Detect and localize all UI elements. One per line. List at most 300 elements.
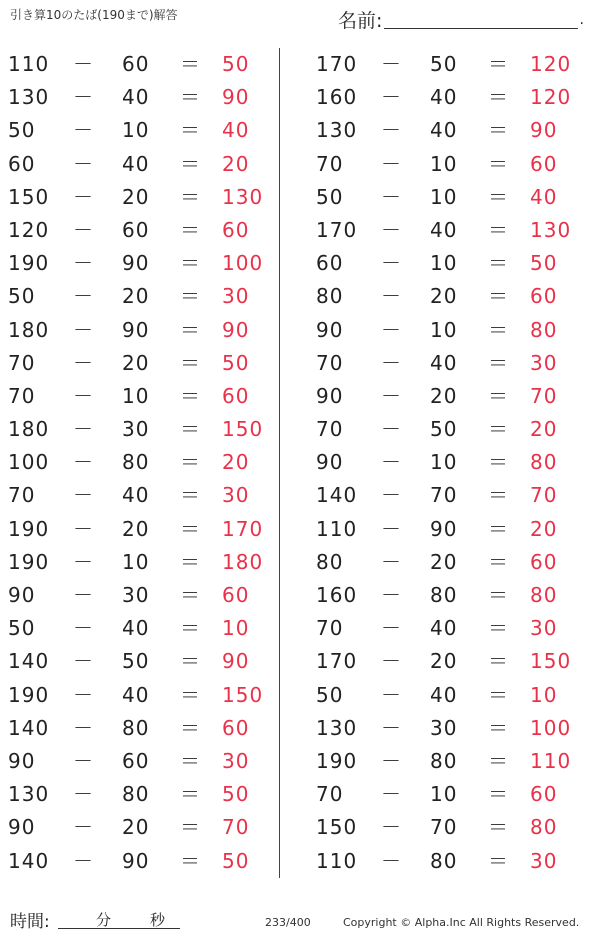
problem-row (300, 513, 570, 546)
minuend: 70 (8, 383, 36, 408)
minus-sign: － (73, 815, 93, 840)
subtrahend: 20 (122, 350, 150, 375)
problem-row (0, 745, 270, 778)
minus-sign: － (381, 782, 401, 807)
minus-sign: － (73, 782, 93, 807)
problem-row (300, 579, 570, 612)
page-number: 233/400 (265, 916, 311, 929)
minus-sign: － (381, 417, 401, 442)
minus-sign: － (381, 715, 401, 740)
minuend: 50 (316, 184, 344, 209)
problem-row (0, 214, 270, 247)
answer: 70 (530, 383, 558, 408)
minuend: 110 (8, 52, 50, 76)
subtrahend: 40 (122, 616, 150, 641)
answer: 20 (530, 417, 558, 442)
equals-sign: ＝ (488, 284, 508, 309)
equals-sign: ＝ (488, 748, 508, 773)
problem-row (0, 712, 270, 745)
subtrahend: 20 (122, 516, 150, 541)
subtrahend: 10 (122, 383, 150, 408)
equals-sign: ＝ (180, 417, 200, 442)
problem-row (0, 446, 270, 479)
minuend: 70 (316, 782, 344, 807)
answer: 50 (222, 782, 250, 807)
minus-sign: － (73, 350, 93, 375)
answer: 60 (530, 782, 558, 807)
left-problem-column (0, 48, 270, 878)
equals-sign: ＝ (180, 715, 200, 740)
answer: 40 (530, 184, 558, 209)
minuend: 190 (316, 748, 358, 773)
subtrahend: 80 (122, 450, 150, 475)
minuend: 130 (8, 782, 50, 807)
subtrahend: 40 (430, 616, 458, 641)
subtrahend: 20 (430, 649, 458, 674)
minuend: 130 (8, 85, 50, 110)
problem-row (0, 778, 270, 811)
subtrahend: 20 (122, 184, 150, 209)
minuend: 180 (8, 317, 50, 342)
answer: 70 (222, 815, 250, 840)
equals-sign: ＝ (180, 284, 200, 309)
problem-row (300, 679, 570, 712)
subtrahend: 90 (122, 251, 150, 276)
minus-sign: － (381, 383, 401, 408)
subtrahend: 10 (430, 782, 458, 807)
answer: 10 (530, 682, 558, 707)
worksheet-title: 引き算10のたば(190まで)解答 (10, 8, 178, 22)
answer: 30 (530, 616, 558, 641)
problem-row (300, 778, 570, 811)
equals-sign: ＝ (488, 782, 508, 807)
problem-row (300, 546, 570, 579)
minus-sign: － (73, 450, 93, 475)
answer: 60 (222, 715, 250, 740)
equals-sign: ＝ (488, 184, 508, 209)
minus-sign: － (73, 217, 93, 242)
equals-sign: ＝ (180, 483, 200, 508)
equals-sign: ＝ (180, 815, 200, 840)
problem-row (300, 612, 570, 645)
minus-sign: － (381, 52, 401, 76)
subtrahend: 20 (430, 383, 458, 408)
subtrahend: 80 (430, 748, 458, 773)
equals-sign: ＝ (180, 217, 200, 242)
equals-sign: ＝ (488, 715, 508, 740)
name-field (338, 4, 584, 30)
subtrahend: 50 (430, 417, 458, 442)
answer: 30 (222, 284, 250, 309)
problem-row (0, 513, 270, 546)
subtrahend: 40 (122, 682, 150, 707)
problem-row (0, 679, 270, 712)
answer: 10 (222, 616, 250, 641)
problem-row (0, 479, 270, 512)
answer: 90 (530, 118, 558, 143)
minuend: 80 (316, 284, 344, 309)
equals-sign: ＝ (180, 52, 200, 76)
subtrahend: 50 (430, 52, 458, 76)
minus-sign: － (381, 815, 401, 840)
minuend: 140 (8, 715, 50, 740)
minuend: 150 (8, 184, 50, 209)
problem-row (0, 314, 270, 347)
answer: 60 (530, 284, 558, 309)
minus-sign: － (381, 118, 401, 143)
problem-row (300, 845, 570, 878)
problem-row (300, 413, 570, 446)
answer: 120 (530, 52, 572, 76)
equals-sign: ＝ (488, 317, 508, 342)
answer: 80 (530, 815, 558, 840)
answer: 90 (222, 649, 250, 674)
problem-row (300, 314, 570, 347)
minus-sign: － (73, 549, 93, 574)
minuend: 70 (8, 483, 36, 508)
minuend: 70 (316, 616, 344, 641)
minus-sign: － (381, 450, 401, 475)
subtrahend: 50 (122, 649, 150, 674)
answer: 60 (222, 583, 250, 607)
minuend: 180 (8, 417, 50, 442)
problem-row (0, 81, 270, 114)
answer: 60 (530, 549, 558, 574)
right-problem-column (300, 48, 570, 878)
equals-sign: ＝ (180, 583, 200, 607)
answer: 30 (222, 748, 250, 773)
minuend: 70 (316, 417, 344, 442)
answer: 150 (222, 682, 264, 707)
equals-sign: ＝ (488, 483, 508, 508)
answer: 110 (530, 748, 572, 773)
answer: 90 (222, 85, 250, 110)
equals-sign: ＝ (180, 516, 200, 541)
minus-sign: － (381, 682, 401, 707)
minuend: 110 (316, 516, 358, 541)
answer: 70 (530, 483, 558, 508)
subtrahend: 10 (430, 251, 458, 276)
answer: 180 (222, 549, 264, 574)
minus-sign: － (73, 848, 93, 873)
minus-sign: － (381, 583, 401, 607)
column-divider (279, 48, 280, 878)
minus-sign: － (73, 383, 93, 408)
equals-sign: ＝ (488, 52, 508, 76)
subtrahend: 60 (122, 748, 150, 773)
equals-sign: ＝ (488, 383, 508, 408)
problem-row (0, 546, 270, 579)
problem-row (300, 214, 570, 247)
subtrahend: 10 (430, 317, 458, 342)
equals-sign: ＝ (488, 583, 508, 607)
problem-row (0, 181, 270, 214)
problem-row (300, 745, 570, 778)
subtrahend: 40 (430, 682, 458, 707)
subtrahend: 20 (122, 815, 150, 840)
answer: 50 (222, 52, 250, 76)
minus-sign: － (381, 217, 401, 242)
minuend: 160 (316, 85, 358, 110)
answer: 50 (222, 848, 250, 873)
minus-sign: － (73, 516, 93, 541)
minus-sign: － (73, 85, 93, 110)
minus-sign: － (381, 748, 401, 773)
minuend: 80 (316, 549, 344, 574)
problem-row (0, 845, 270, 878)
subtrahend: 10 (430, 450, 458, 475)
equals-sign: ＝ (488, 251, 508, 276)
minuend: 90 (316, 450, 344, 475)
minuend: 50 (8, 118, 36, 143)
subtrahend: 10 (122, 549, 150, 574)
minuend: 140 (8, 848, 50, 873)
minuend: 140 (316, 483, 358, 508)
problem-row (300, 114, 570, 147)
minus-sign: － (73, 151, 93, 176)
minus-sign: － (73, 583, 93, 607)
answer: 150 (530, 649, 572, 674)
minuend: 60 (316, 251, 344, 276)
minuend: 190 (8, 516, 50, 541)
equals-sign: ＝ (488, 350, 508, 375)
problem-row (300, 712, 570, 745)
subtrahend: 80 (430, 848, 458, 873)
subtrahend: 40 (122, 151, 150, 176)
problem-row (0, 247, 270, 280)
minus-sign: － (381, 848, 401, 873)
answer: 120 (530, 85, 572, 110)
answer: 130 (530, 217, 572, 242)
problem-row (0, 579, 270, 612)
minus-sign: － (73, 52, 93, 76)
minus-sign: － (381, 616, 401, 641)
equals-sign: ＝ (180, 251, 200, 276)
minuend: 90 (316, 383, 344, 408)
minus-sign: － (381, 85, 401, 110)
answer: 80 (530, 450, 558, 475)
name-underline (384, 28, 578, 29)
equals-sign: ＝ (488, 516, 508, 541)
minuend: 160 (316, 583, 358, 607)
minuend: 70 (316, 350, 344, 375)
minuend: 90 (8, 583, 36, 607)
equals-sign: ＝ (180, 151, 200, 176)
subtrahend: 10 (430, 151, 458, 176)
problem-row (300, 181, 570, 214)
minus-sign: － (73, 483, 93, 508)
equals-sign: ＝ (488, 450, 508, 475)
answer: 20 (222, 151, 250, 176)
subtrahend: 90 (430, 516, 458, 541)
minus-sign: － (381, 516, 401, 541)
problem-row (300, 479, 570, 512)
equals-sign: ＝ (180, 350, 200, 375)
equals-sign: ＝ (488, 118, 508, 143)
minuend: 170 (316, 217, 358, 242)
minuend: 100 (8, 450, 50, 475)
minus-sign: － (73, 715, 93, 740)
answer: 30 (530, 350, 558, 375)
equals-sign: ＝ (180, 85, 200, 110)
problem-row (0, 148, 270, 181)
equals-sign: ＝ (180, 649, 200, 674)
seconds-label: 秒 (150, 911, 166, 929)
minuend: 70 (8, 350, 36, 375)
problem-row (0, 48, 270, 81)
problem-row (300, 247, 570, 280)
minuend: 190 (8, 682, 50, 707)
equals-sign: ＝ (180, 549, 200, 574)
problem-row (300, 280, 570, 313)
time-label: 時間: (10, 912, 50, 932)
equals-sign: ＝ (488, 649, 508, 674)
subtrahend: 40 (430, 118, 458, 143)
minuend: 170 (316, 52, 358, 76)
subtrahend: 80 (122, 782, 150, 807)
equals-sign: ＝ (180, 616, 200, 641)
subtrahend: 80 (122, 715, 150, 740)
minus-sign: － (381, 184, 401, 209)
equals-sign: ＝ (180, 383, 200, 408)
answer: 150 (222, 417, 264, 442)
subtrahend: 40 (430, 217, 458, 242)
subtrahend: 40 (430, 350, 458, 375)
equals-sign: ＝ (180, 782, 200, 807)
answer: 30 (530, 848, 558, 873)
equals-sign: ＝ (180, 184, 200, 209)
minuend: 130 (316, 715, 358, 740)
subtrahend: 20 (430, 284, 458, 309)
minuend: 170 (316, 649, 358, 674)
problem-row (300, 347, 570, 380)
equals-sign: ＝ (180, 450, 200, 475)
minuend: 150 (316, 815, 358, 840)
minuend: 140 (8, 649, 50, 674)
equals-sign: ＝ (180, 748, 200, 773)
minus-sign: － (381, 317, 401, 342)
equals-sign: ＝ (488, 549, 508, 574)
subtrahend: 60 (122, 217, 150, 242)
minus-sign: － (381, 549, 401, 574)
subtrahend: 90 (122, 317, 150, 342)
subtrahend: 30 (122, 583, 150, 607)
equals-sign: ＝ (180, 118, 200, 143)
equals-sign: ＝ (180, 682, 200, 707)
name-end-mark: . (579, 12, 584, 28)
subtrahend: 70 (430, 483, 458, 508)
answer: 60 (222, 217, 250, 242)
minuend: 90 (8, 815, 36, 840)
equals-sign: ＝ (488, 417, 508, 442)
minus-sign: － (73, 118, 93, 143)
minuend: 60 (8, 151, 36, 176)
time-field (10, 907, 180, 931)
subtrahend: 10 (122, 118, 150, 143)
minus-sign: － (381, 649, 401, 674)
answer: 80 (530, 583, 558, 607)
minuend: 90 (316, 317, 344, 342)
minuend: 90 (8, 748, 36, 773)
problem-row (300, 81, 570, 114)
minuend: 190 (8, 549, 50, 574)
answer: 30 (222, 483, 250, 508)
answer: 50 (222, 350, 250, 375)
minus-sign: － (381, 483, 401, 508)
minus-sign: － (381, 284, 401, 309)
minus-sign: － (73, 284, 93, 309)
problem-row (0, 347, 270, 380)
problem-row (0, 114, 270, 147)
problem-row (0, 811, 270, 844)
equals-sign: ＝ (488, 848, 508, 873)
problem-row (300, 811, 570, 844)
minus-sign: － (73, 649, 93, 674)
subtrahend: 20 (122, 284, 150, 309)
answer: 60 (222, 383, 250, 408)
minuend: 50 (8, 616, 36, 641)
minus-sign: － (73, 682, 93, 707)
subtrahend: 20 (430, 549, 458, 574)
subtrahend: 60 (122, 52, 150, 76)
equals-sign: ＝ (180, 317, 200, 342)
minus-sign: － (73, 317, 93, 342)
minuend: 70 (316, 151, 344, 176)
problem-row (0, 380, 270, 413)
minus-sign: － (73, 251, 93, 276)
problem-row (0, 645, 270, 678)
problem-row (0, 280, 270, 313)
subtrahend: 40 (122, 483, 150, 508)
copyright: Copyright © Alpha.Inc All Rights Reserved. (343, 916, 580, 929)
problem-row (0, 612, 270, 645)
subtrahend: 70 (430, 815, 458, 840)
minuend: 110 (316, 848, 358, 873)
name-label: 名前: (338, 10, 383, 32)
subtrahend: 30 (430, 715, 458, 740)
answer: 100 (222, 251, 264, 276)
subtrahend: 80 (430, 583, 458, 607)
equals-sign: ＝ (488, 151, 508, 176)
answer: 50 (530, 251, 558, 276)
subtrahend: 40 (430, 85, 458, 110)
problem-row (300, 148, 570, 181)
minuend: 120 (8, 217, 50, 242)
problem-row (300, 645, 570, 678)
subtrahend: 10 (430, 184, 458, 209)
minus-sign: － (73, 184, 93, 209)
equals-sign: ＝ (180, 848, 200, 873)
equals-sign: ＝ (488, 682, 508, 707)
minus-sign: － (381, 350, 401, 375)
problem-row (300, 48, 570, 81)
answer: 20 (530, 516, 558, 541)
problem-row (300, 380, 570, 413)
minuend: 130 (316, 118, 358, 143)
minutes-label: 分 (96, 911, 112, 929)
answer: 130 (222, 184, 264, 209)
minus-sign: － (381, 151, 401, 176)
minuend: 50 (8, 284, 36, 309)
answer: 90 (222, 317, 250, 342)
subtrahend: 90 (122, 848, 150, 873)
equals-sign: ＝ (488, 217, 508, 242)
answer: 80 (530, 317, 558, 342)
problem-row (0, 413, 270, 446)
problem-row (300, 446, 570, 479)
answer: 60 (530, 151, 558, 176)
answer: 40 (222, 118, 250, 143)
